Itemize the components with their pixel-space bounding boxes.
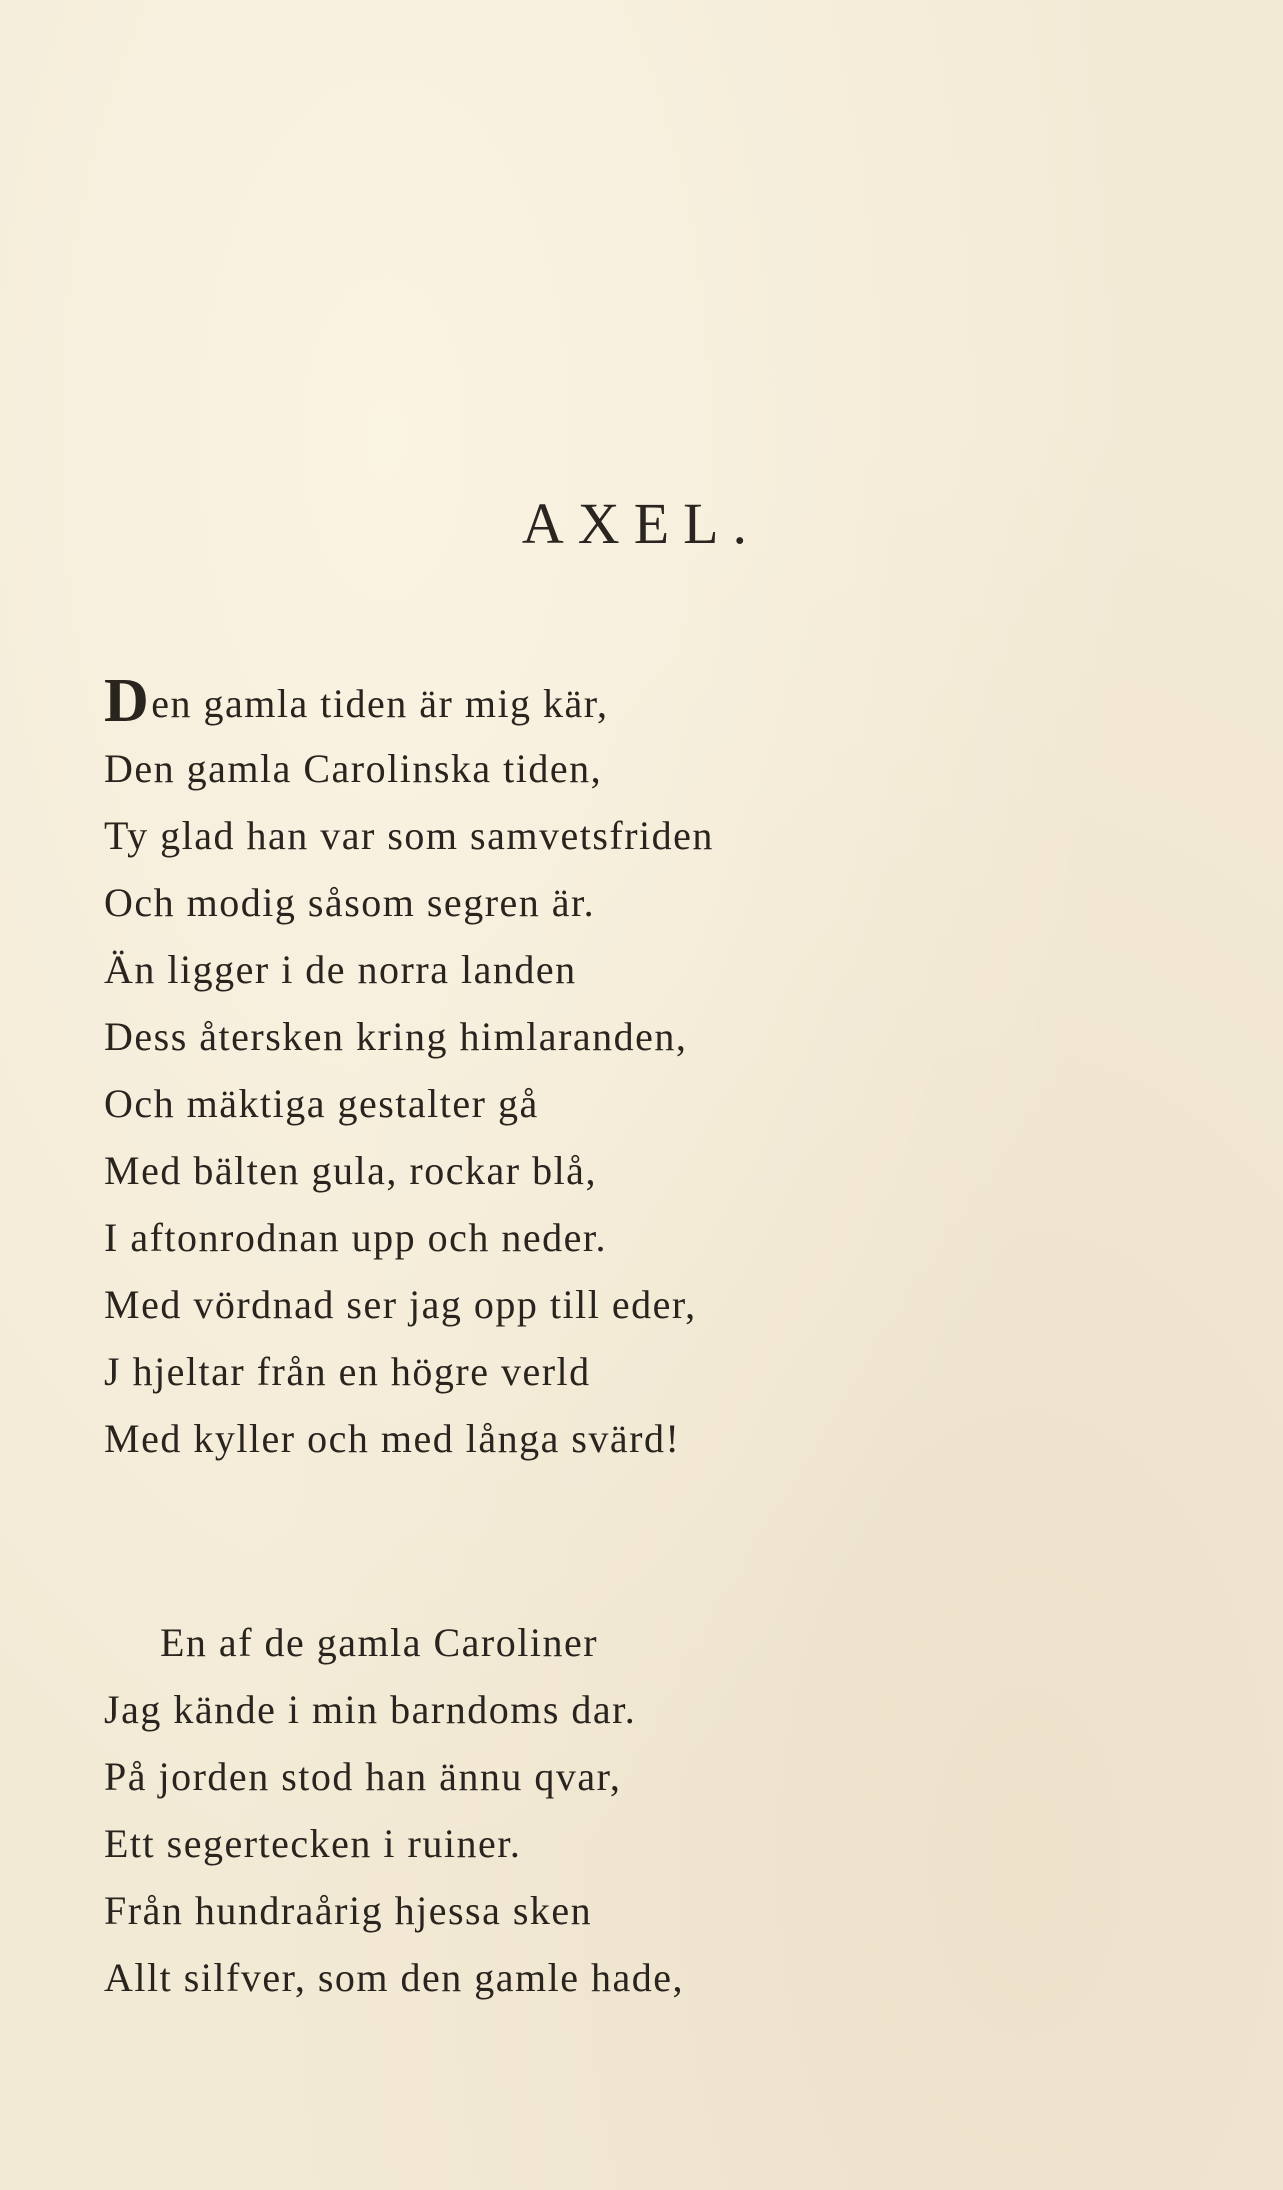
poem-line: Än ligger i de norra landen (104, 947, 577, 992)
poem-line: I aftonrodnan upp och neder. (104, 1215, 607, 1260)
poem-line: Allt silfver, som den gamle hade, (104, 1955, 684, 2000)
poem-line: Med kyller och med långa svärd! (104, 1416, 681, 1461)
drop-cap: D (104, 667, 151, 735)
poem-line: På jorden stod han ännu qvar, (104, 1754, 622, 1799)
poem-line: Jag kände i min barndoms dar. (104, 1687, 637, 1732)
poem-title: AXEL. (521, 491, 762, 556)
stanza-1 (104, 668, 714, 1472)
poem-line: Med bälten gula, rockar blå, (104, 1148, 597, 1193)
poem-line: Ty glad han var som samvetsfriden (104, 813, 714, 858)
poem-line: Från hundraårig hjessa sken (104, 1888, 593, 1933)
poem-line: Ett segertecken i ruiner. (104, 1821, 522, 1866)
poem-line (104, 668, 714, 735)
poem-line: Och modig såsom segren är. (104, 880, 596, 925)
poem-line: Med vördnad ser jag opp till eder, (104, 1282, 697, 1327)
stanza-2 (104, 1609, 684, 2011)
poem-line: En af de gamla Caroliner (160, 1620, 599, 1665)
poem-line: J hjeltar från en högre verld (104, 1349, 591, 1394)
first-line-text: en gamla tiden är mig kär, (151, 681, 609, 726)
poem-line: Den gamla Carolinska tiden, (104, 746, 603, 791)
poem-line: Och mäktiga gestalter gå (104, 1081, 539, 1126)
poem-line: Dess återsken kring himlaranden, (104, 1014, 688, 1059)
